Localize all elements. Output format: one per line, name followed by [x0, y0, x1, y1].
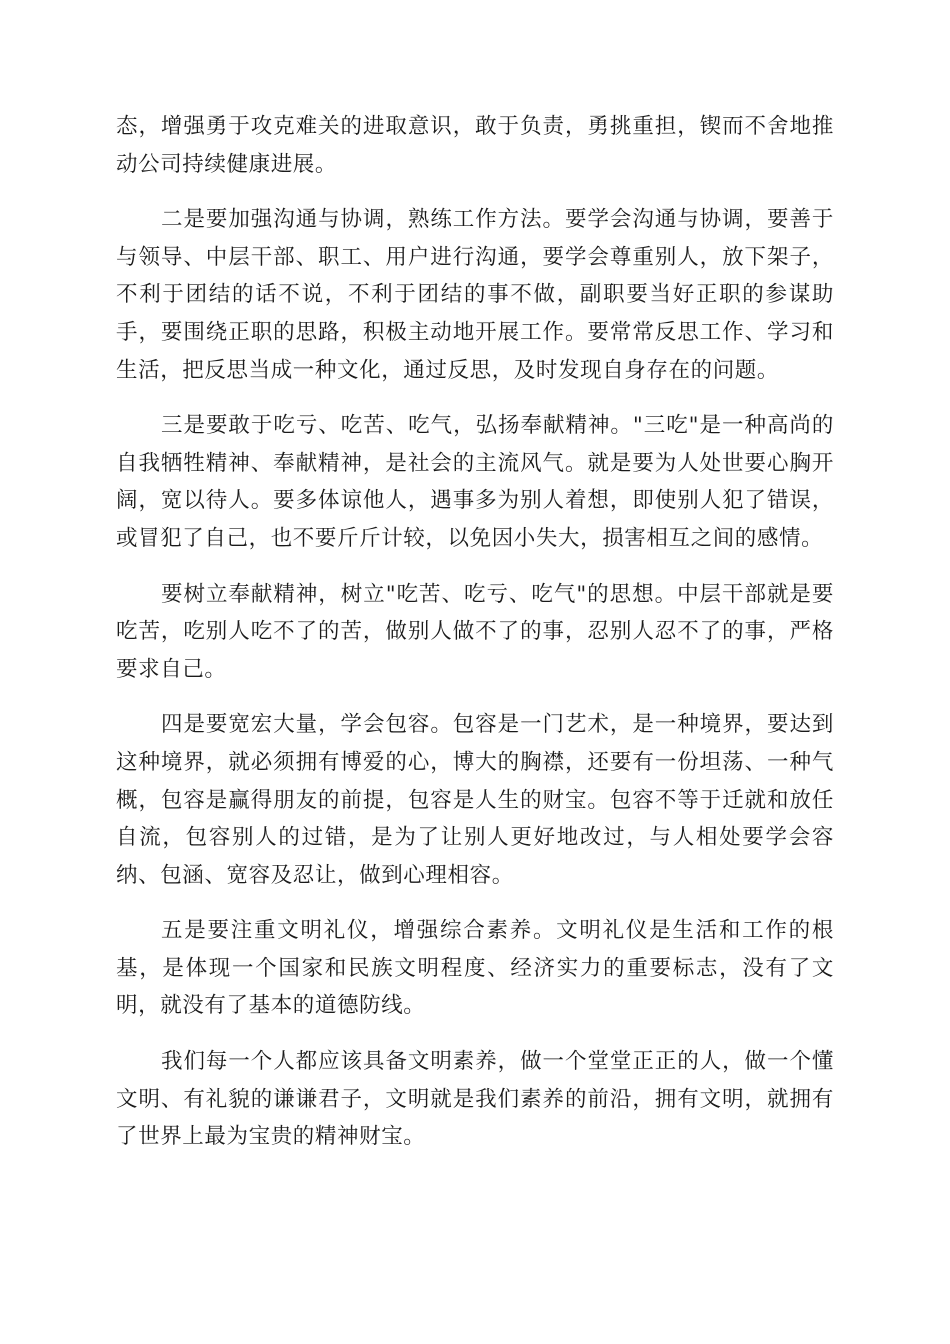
paragraph-4: 要树立奉献精神，树立"吃苦、吃亏、吃气"的思想。中层干部就是要吃苦，吃别人吃不了的苦，做别人做不了的事，忍别人忍不了的事，严格要求自己。 — [116, 581, 834, 682]
paragraph-7: 我们每一个人都应该具备文明素养，做一个堂堂正正的人，做一个懂文明、有礼貌的谦谦君子，文明就是我们素养的前沿，拥有文明，就拥有了世界上最为宝贵的精神财宝。 — [116, 1049, 834, 1150]
paragraph-3: 三是要敢于吃亏、吃苦、吃气，弘扬奉献精神。"三吃"是一种高尚的自我牺牲精神、奉献精神，是社会的主流风气。就是要为人处世要心胸开阔，宽以待人。要多体谅他人，遇事多为别人着想，即使别人犯了错误，或冒犯了自己，也不要斤斤计较，以免因小失大，损害相互之间的感情。 — [116, 413, 834, 551]
paragraph-5: 四是要宽宏大量，学会包容。包容是一门艺术，是一种境界，要达到这种境界，就必须拥有博爱的心，博大的胸襟，还要有一份坦荡、一种气概，包容是赢得朋友的前提，包容是人生的财宝。包容不等于迁就和放任自流，包容别人的过错，是为了让别人更好地改过，与人相处要学会容纳、包涵、宽容及忍让，做到心理相容。 — [116, 712, 834, 888]
paragraph-1: 态，增强勇于攻克难关的进取意识，敢于负责，勇挑重担，锲而不舍地推动公司持续健康进展。 — [116, 114, 834, 177]
document-body — [116, 108, 834, 1174]
paragraph-2: 二是要加强沟通与协调，熟练工作方法。要学会沟通与协调，要善于与领导、中层干部、职工、用户进行沟通，要学会尊重别人，放下架子，不利于团结的话不说，不利于团结的事不做，副职要当好正职的参谋助手，要围绕正职的思路，积极主动地开展工作。要常常反思工作、学习和生活，把反思当成一种文化，通过反思，及时发现自身存在的问题。 — [116, 207, 834, 383]
paragraph-6: 五是要注重文明礼仪，增强综合素养。文明礼仪是生活和工作的根基，是体现一个国家和民族文明程度、经济实力的重要标志，没有了文明，就没有了基本的道德防线。 — [116, 918, 834, 1019]
